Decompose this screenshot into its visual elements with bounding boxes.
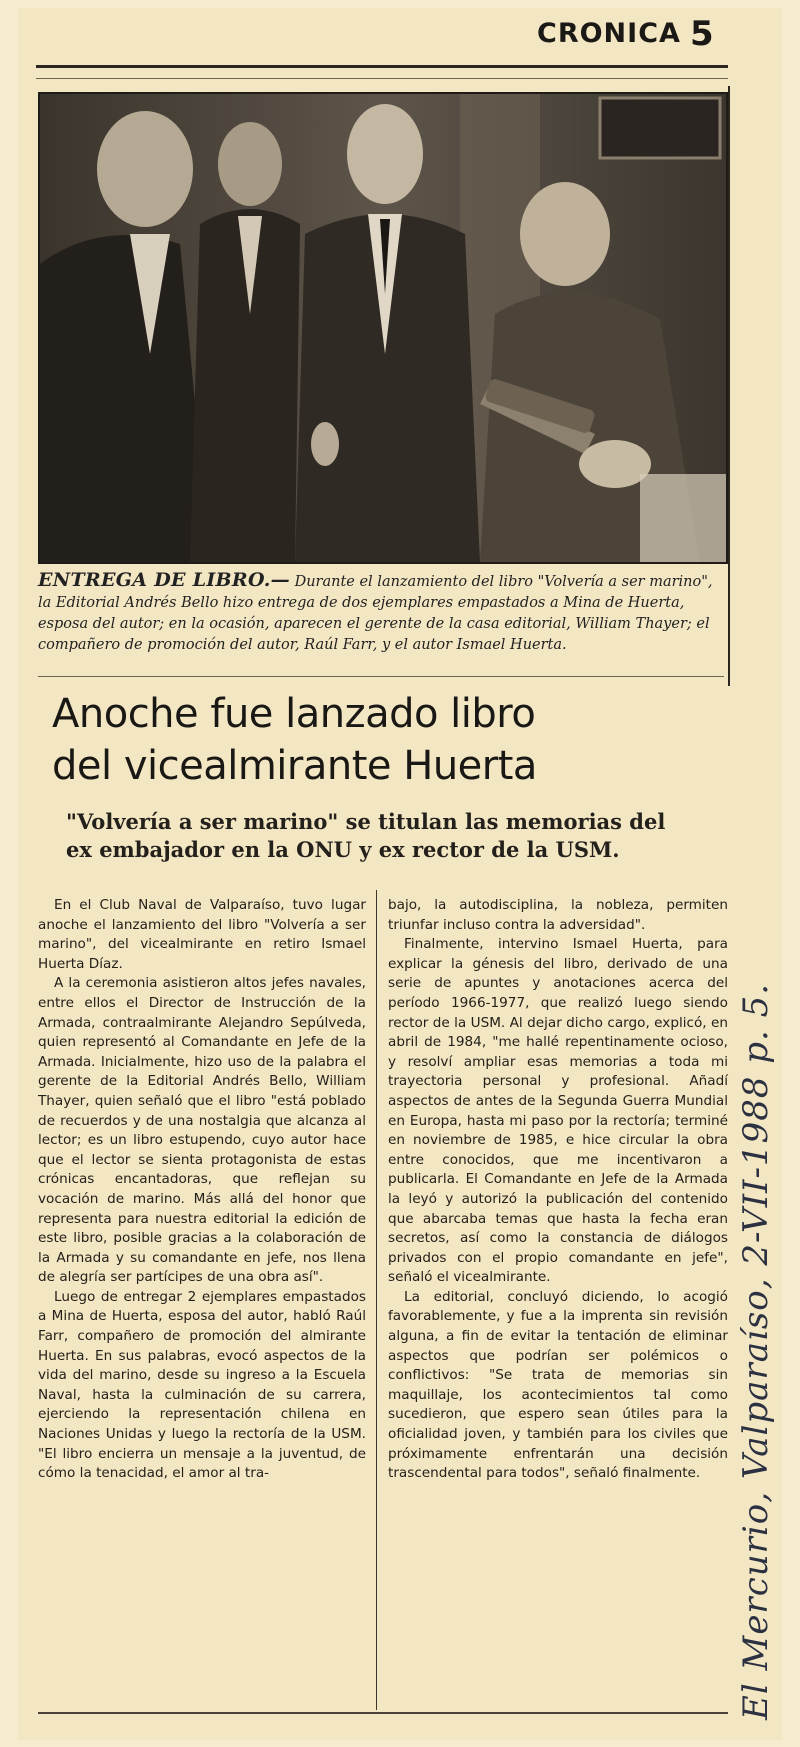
article-column-1 [38, 896, 366, 1484]
column-divider [376, 890, 377, 1710]
photo-column-rule [728, 86, 730, 686]
article-column-2 [388, 896, 728, 1484]
caption-text: Durante el lanzamiento del libro "Volvería a ser marino", la Editorial Andrés Bello hizo entrega de dos ejemplares empastados a Mina de Huerta, esposa del autor; en la ocasión, aparecen el gerente de la casa editorial, William Thayer; el compañero de promoción del autor, Raúl Farr, y el autor Ismael Huerta. [38, 574, 713, 653]
photo-caption [38, 570, 724, 656]
handwritten-source-note: El Mercurio, Valparaíso, 2-VII-1988 p. 5. [736, 982, 776, 1720]
article-paragraph: Finalmente, intervino Ismael Huerta, para explicar la génesis del libro, derivado de una serie de apuntes y anotaciones acerca del período 1966-1977, que realizó luego siendo rector de la USM. Al dejar dicho cargo, explicó, en abril de 1984, "me hallé repentinamente ocioso, y resolví ampliar esas memorias a toda mi trayectoria personal y profesional. Añadí aspectos de antes de la Segunda Guerra Mundial en Europa, hasta mi paso por la rectoría; terminé en noviembre de 1985, e hice circular la obra entre conocidos, que me incentivaron a publicarla. El Comandante en Jefe de la Armada la leyó y autorizó la publicación del contenido que abarcaba temas que hasta la fecha eran secretos, así como la constancia de diálogos privados con el propio comandante en jefe", señaló el vicealmirante. [388, 936, 728, 1286]
article-paragraph: En el Club Naval de Valparaíso, tuvo lugar anoche el lanzamiento del libro "Volvería a ser marino", del vicealmirante en retiro Ismael Huerta Díaz. [38, 897, 366, 972]
page-number: 5 [690, 14, 714, 54]
caption-rule [38, 676, 724, 677]
article-paragraph: Luego de entregar 2 ejemplares empastados a Mina de Huerta, esposa del autor, habló Raúl Farr, compañero de promoción del almirante Huerta. En sus palabras, evocó aspectos de la vida del marino, desde su ingreso a la Escuela Naval, hasta la culminación de su carrera, ejerciendo la representación chilena en Naciones Unidas y luego la rectoría de la USM. "El libro encierra un mensaje a la juventud, de cómo la tenacidad, el amor al tra- [38, 1288, 366, 1482]
bottom-rule [38, 1712, 728, 1714]
caption-title: ENTREGA DE LIBRO.— [38, 569, 290, 591]
article-paragraph: La editorial, concluyó diciendo, lo acogió favorablemente, y fue a la imprenta sin revisión alguna, a fin de evitar la tentación de eliminar aspectos que podrían ser polémicos o conflictivos: "Se trata de memorias sin maquillaje, los acontecimientos tal como sucedieron, que espero sean útiles para la oficialidad joven, y también para los civiles que próximamente enfrentarán una decisión trascendental para todos", señaló finalmente. [388, 1288, 728, 1482]
headline-line-1: Anoche fue lanzado libro [52, 691, 536, 737]
photo-illustration [40, 94, 726, 562]
headline-line-2: del vicealmirante Huerta [52, 743, 537, 789]
headline [52, 688, 724, 792]
header-rule [36, 65, 728, 68]
article-paragraph: A la ceremonia asistieron altos jefes navales, entre ellos el Director de Instrucción de la Armada, contraalmirante Alejandro Sepúlveda, quien representó al Comandante en Jefe de la Armada. Inicialmente, hizo uso de la palabra el gerente de la Editorial Andrés Bello, William Thayer, quien señaló que el libro "está poblado de recuerdos y de una nostalgia que alcanza al lector; es un libro estupendo, cuyo autor hace que el lector se sienta protagonista de estas crónicas encantadoras, que reflejan su vocación de marino. Más allá del honor que representa para nuestra editorial la edición de este libro, posible gracias a la colaboración de la Armada y su comandante en jefe, nos llena de alegría ser partícipes de una obra así". [38, 975, 366, 1286]
news-photo [38, 92, 728, 564]
article-paragraph: bajo, la autodisciplina, la nobleza, permiten triunfar incluso contra la adversidad". [388, 897, 728, 933]
subheadline: "Volvería a ser marino" se titulan las memorias del ex embajador en la ONU y ex rector de la USM. [66, 809, 666, 862]
header-rule-thin [36, 78, 728, 79]
section-name: CRONICA [537, 18, 681, 49]
